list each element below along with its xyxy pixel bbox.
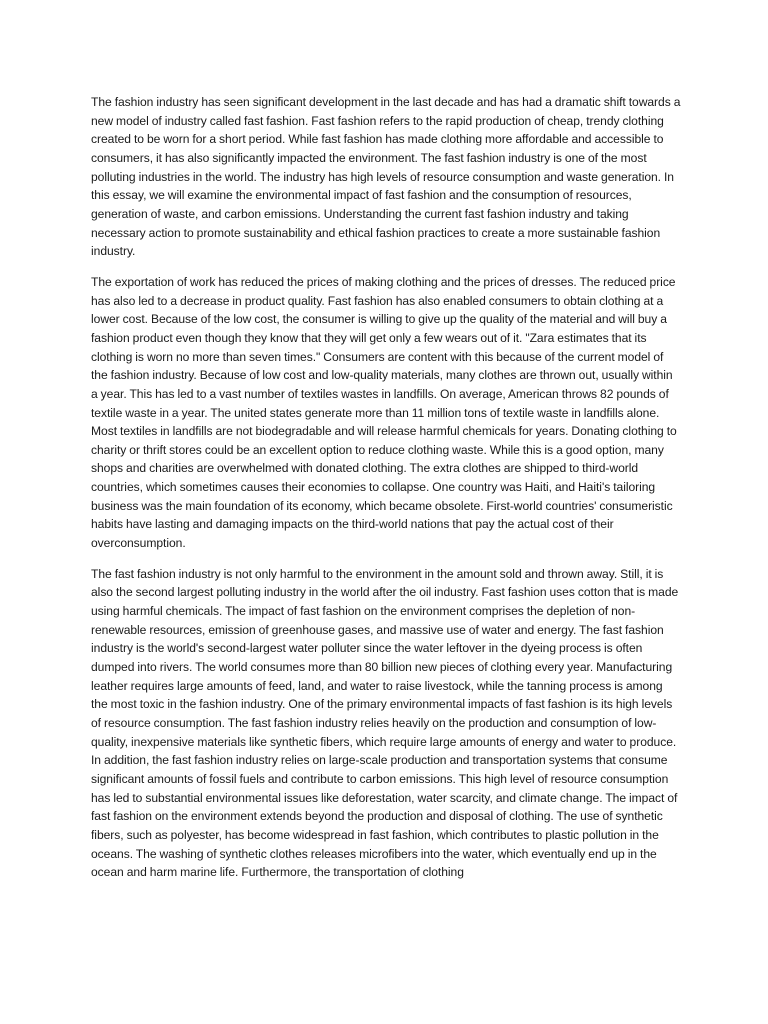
paragraph-intro: The fashion industry has seen significant development in the last decade and has had a dramatic shift towards a new model of industry called fast fashion. Fast fashion refers to the rapid production of cheap, trendy clothing created to be worn for a short period. While fast fashion has made clothing more affordable and accessible to consumers, it has also significantly impacted the environment. The fast fashion industry is one of the most polluting industries in the world. The industry has high levels of resource consumption and waste generation. In this essay, we will examine the environmental impact of fast fashion and the consumption of resources, generation of waste, and carbon emissions. Understanding the current fast fashion industry and taking necessary action to promote sustainability and ethical fashion practices to create a more sustainable fashion industry. (91, 95, 681, 259)
paragraph-pollution: The fast fashion industry is not only harmful to the environment in the amount sold and thrown away. Still, it is also the second largest polluting industry in the world after the oil industry. Fast fashion uses cotton that is made using harmful chemicals. The impact of fast fashion on the environment comprises the depletion of non-renewable resources, emission of greenhouse gases, and massive use of water and energy. The fast fashion industry is the world's second-largest water polluter since the water leftover in the dyeing process is often dumped into rivers. The world consumes more than 80 billion new pieces of clothing every year. Manufacturing leather requires large amounts of feed, land, and water to raise livestock, while the tanning process is among the most toxic in the fashion industry. One of the primary environmental impacts of fast fashion is its high levels of resource consumption. The fast fashion industry relies heavily on the production and consumption of low-quality, inexpensive materials like synthetic fibers, which require large amounts of energy and water to produce. In addition, the fast fashion industry relies on large-scale production and transportation systems that consume significant amounts of fossil fuels and contribute to carbon emissions. This high level of resource consumption has led to substantial environmental issues like deforestation, water scarcity, and climate change. The impact of fast fashion on the environment extends beyond the production and disposal of clothing. The use of synthetic fibers, such as polyester, has become widespread in fast fashion, which contributes to plastic pollution in the oceans. The washing of synthetic clothes releases microfibers into the water, which eventually end up in the ocean and harm marine life. Furthermore, the transportation of clothing (91, 566, 679, 880)
paragraph-textile-waste: The exportation of work has reduced the prices of making clothing and the prices of dresses. The reduced price has also led to a decrease in product quality. Fast fashion has also enabled consumers to obtain clothing at a lower cost. Because of the low cost, the consumer is willing to give up the quality of the material and will buy a fashion product even though they know that they will get only a few wears out of it. "Zara estimates that its clothing is worn no more than seven times." Consumers are content with this because of the current model of the fashion industry. Because of low cost and low-quality materials, many clothes are thrown out, usually within a year. This has led to a vast number of textiles wastes in landfills. On average, American throws 82 pounds of textile waste in a year. The united states generate more than 11 million tons of textile waste in landfills alone. Most textiles in landfills are not biodegradable and will release harmful chemicals for years. Donating clothing to charity or thrift stores could be an excellent option to reduce clothing waste. While this is a good option, many shops and charities are overwhelmed with donated clothing. The extra clothes are shipped to third-world countries, which sometimes causes their economies to collapse. One country was Haiti, and Haiti's tailoring business was the main foundation of its economy, which became obsolete. First-world countries' consumeristic habits have lasting and damaging impacts on the third-world nations that pay the actual cost of their overconsumption. (91, 274, 677, 551)
